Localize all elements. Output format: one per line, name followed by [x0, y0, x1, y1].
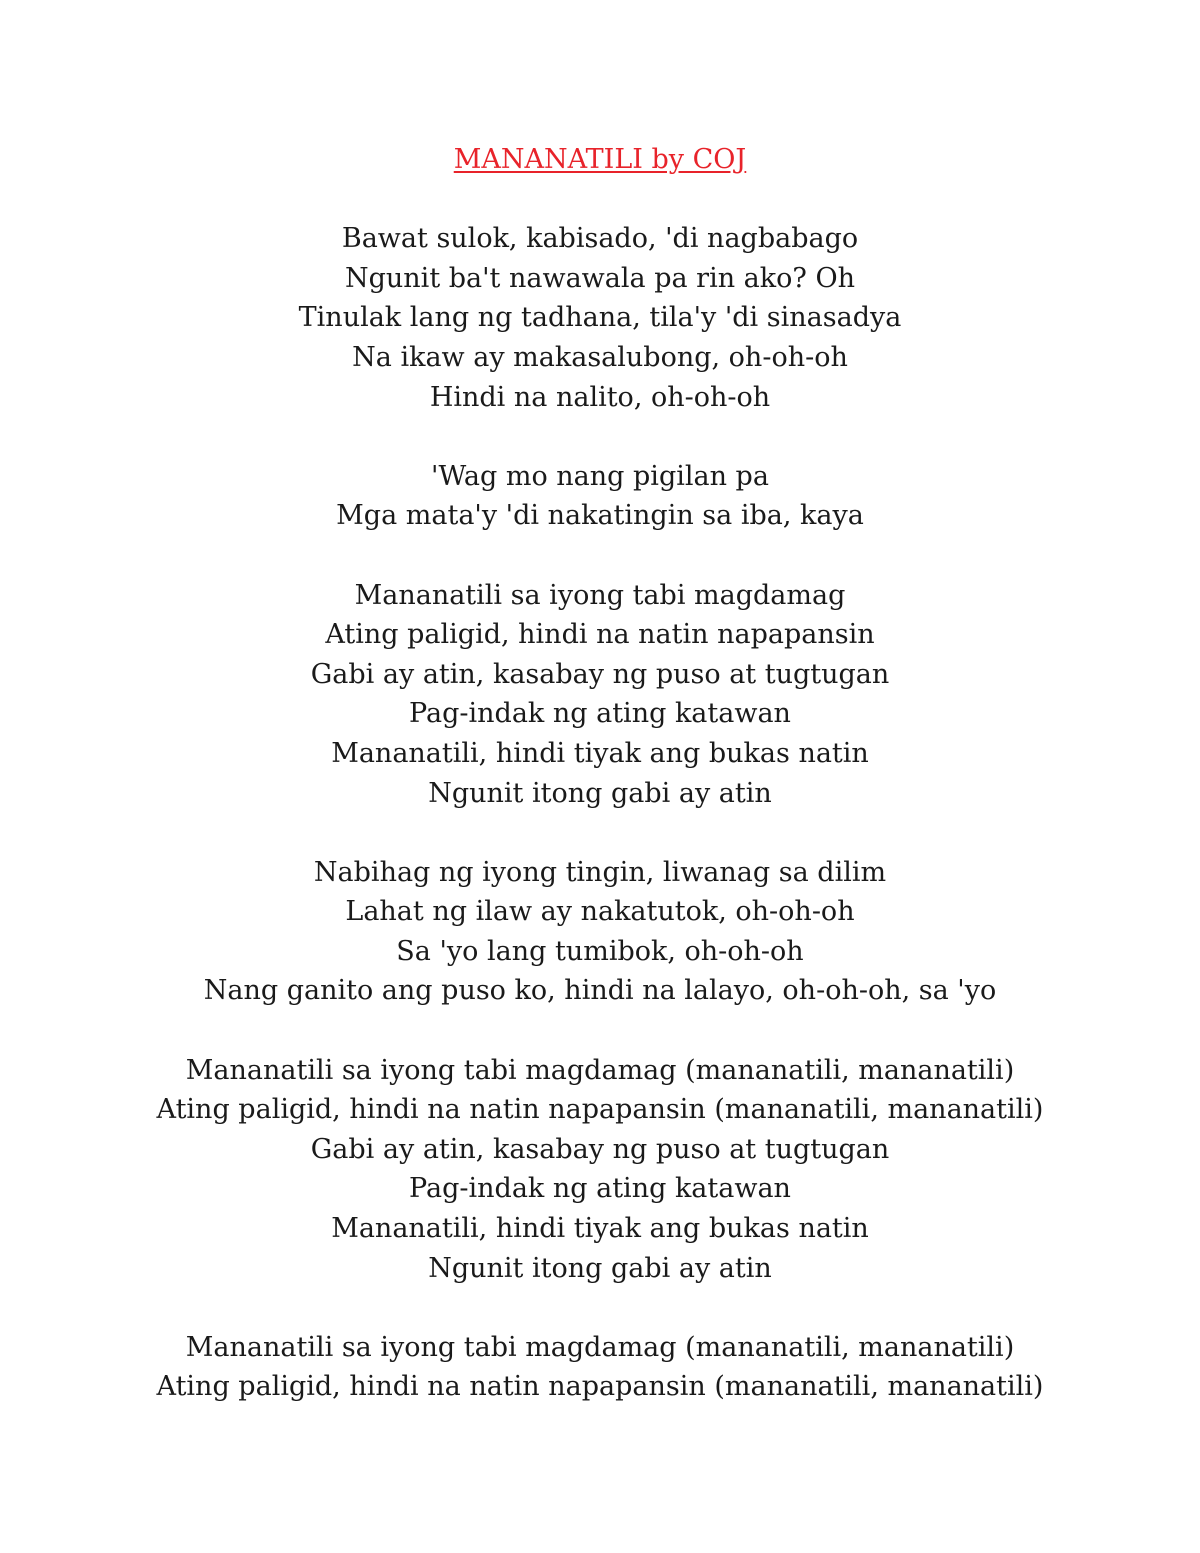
lyric-line: Ngunit itong gabi ay atin: [428, 777, 772, 809]
lyric-line: Gabi ay atin, kasabay ng puso at tugtugan: [310, 1133, 890, 1165]
lyric-line: Mananatili, hindi tiyak ang bukas natin: [331, 1213, 869, 1245]
stanza: [0, 417, 1200, 536]
lyric-line: Ating paligid, hindi na natin napapansin: [325, 619, 875, 651]
lyric-line: Ating paligid, hindi na natin napapansin (mananatili, mananatili): [156, 1371, 1044, 1403]
lyric-line: Sa 'yo lang tumibok, oh-oh-oh: [396, 935, 804, 967]
lyric-line: Mananatili sa iyong tabi magdamag (mananatili, mananatili): [185, 1054, 1015, 1086]
lyric-line: Na ikaw ay makasalubong, oh-oh-oh: [352, 341, 848, 373]
lyric-line: Mananatili, hindi tiyak ang bukas natin: [331, 737, 869, 769]
stanza: [0, 180, 1200, 418]
lyric-line: Lahat ng ilaw ay nakatutok, oh-oh-oh: [345, 896, 855, 928]
stanza: [0, 1011, 1200, 1288]
lyrics-document: [0, 140, 1200, 1407]
lyric-line: Mananatili sa iyong tabi magdamag (mananatili, mananatili): [185, 1331, 1015, 1363]
lyric-line: Tinulak lang ng tadhana, tila'y 'di sinasadya: [298, 302, 902, 334]
lyric-line: Gabi ay atin, kasabay ng puso at tugtugan: [310, 658, 890, 690]
stanza: [0, 1288, 1200, 1407]
lyric-line: Pag-indak ng ating katawan: [409, 698, 791, 730]
lyric-line: Hindi na nalito, oh-oh-oh: [429, 381, 771, 413]
lyric-line: Pag-indak ng ating katawan: [409, 1173, 791, 1205]
stanza: [0, 813, 1200, 1011]
lyric-line: Bawat sulok, kabisado, 'di nagbabago: [341, 223, 859, 255]
lyric-line: 'Wag mo nang pigilan pa: [431, 460, 769, 492]
lyric-line: Ating paligid, hindi na natin napapansin (mananatili, mananatili): [156, 1094, 1044, 1126]
stanza: [0, 536, 1200, 813]
lyric-line: Ngunit itong gabi ay atin: [428, 1252, 772, 1284]
lyric-line: Nang ganito ang puso ko, hindi na lalayo, oh-oh-oh, sa 'yo: [203, 975, 997, 1007]
lyric-line: Mananatili sa iyong tabi magdamag: [354, 579, 846, 611]
lyric-line: Nabihag ng iyong tingin, liwanag sa dilim: [313, 856, 887, 888]
lyric-line: Ngunit ba't nawawala pa rin ako? Oh: [345, 262, 855, 294]
document-title: MANANATILI by COJ: [453, 144, 747, 175]
lyric-line: Mga mata'y 'di nakatingin sa iba, kaya: [336, 500, 864, 532]
